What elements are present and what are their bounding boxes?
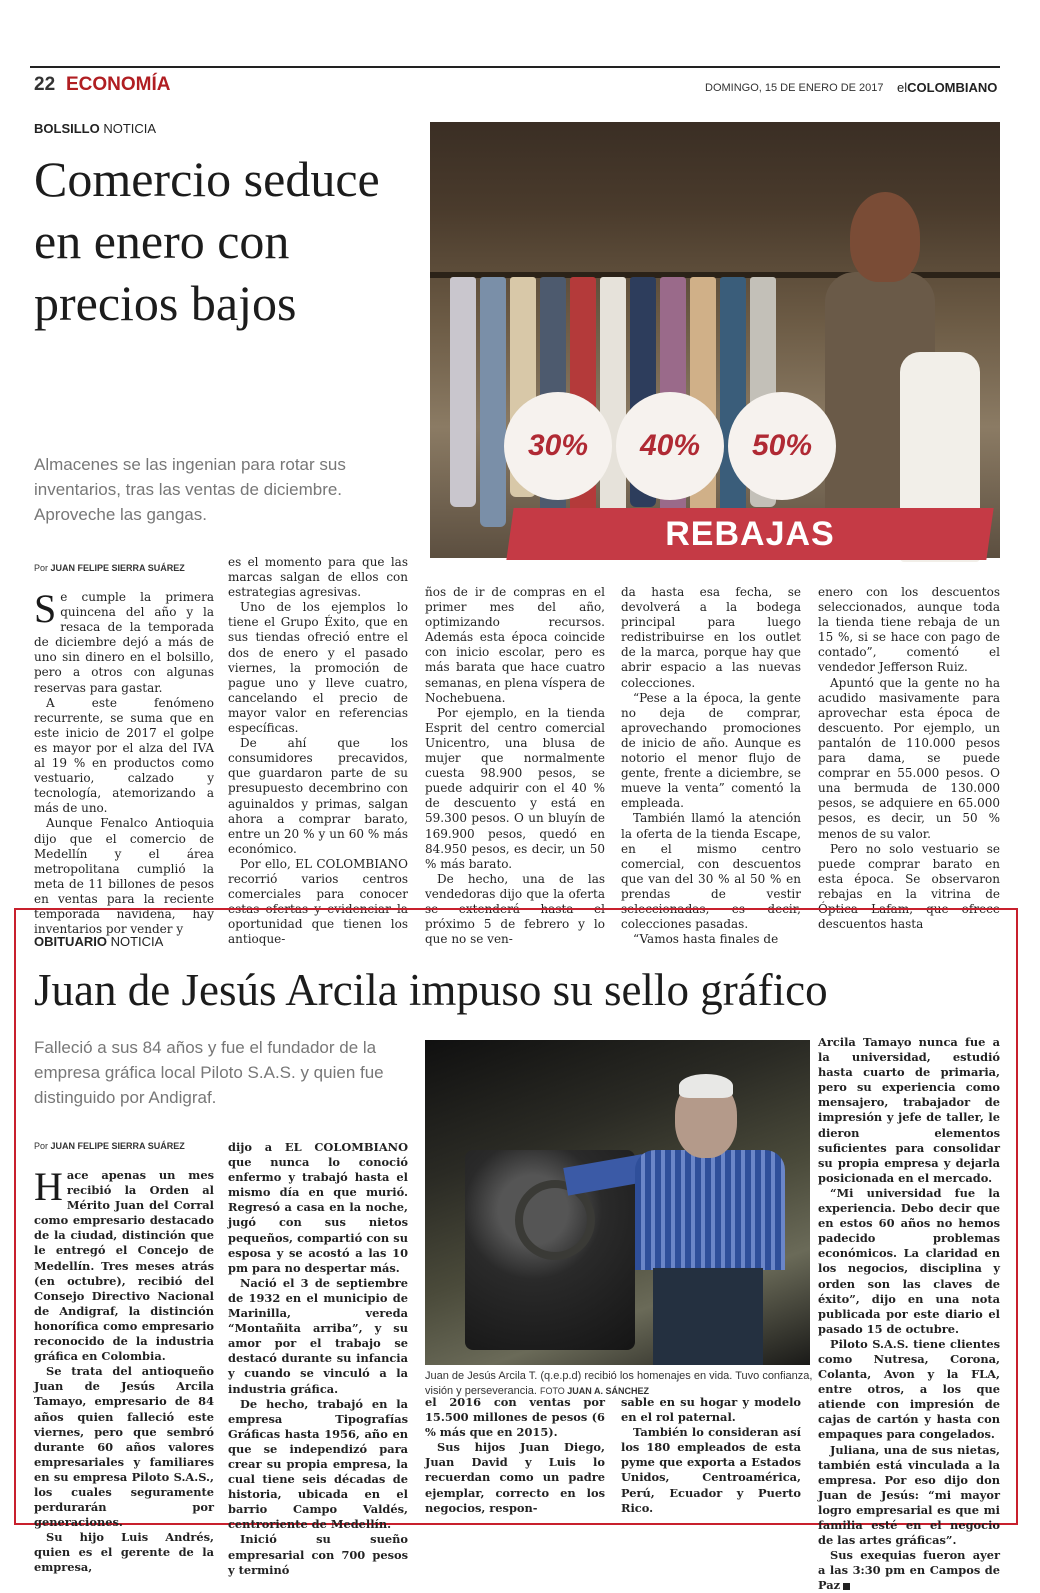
- issue-date: DOMINGO, 15 DE ENERO DE 2017: [705, 82, 884, 94]
- header-rule: [30, 66, 1000, 68]
- article1-column-1: [34, 586, 214, 937]
- article1-byline: [34, 563, 185, 573]
- article2-col2-p2: Nació el 3 de septiembre de 1932 en el municipio de Marinilla, vereda “Montañita arriba”, y su amor por el trabajo se destacó durante su infancia y cuando se vinculó a la industria gráfica.: [228, 1275, 408, 1396]
- article1-kicker: [34, 121, 156, 136]
- credit-name: JUAN A. SÁNCHEZ: [567, 1386, 649, 1396]
- article2-photo: [425, 1040, 810, 1365]
- article2-col2-p1: dijo a EL COLOMBIANO que nunca lo conoció enfermo y trabajó hasta el mismo día en que murió. Regresó a casa en la noche, jugó con sus nietos pequeños, compartió con su esposa y se acostó a las 10 pm para no despertar más.: [228, 1140, 408, 1275]
- article2-deck: Falleció a sus 84 años y fue el fundador de la empresa gráfica local Piloto S.A.S. y quien fue distinguido por Andigraf.: [34, 1038, 384, 1107]
- sale-banner-small-text: en productos seleccionados del 1 de enero al 5 de febrero de 2017: [460, 564, 728, 574]
- article1-col4-p3: También llamó la atención la oferta de la tienda Escape, en el mismo centro comercial, con descuentos que van del 30 % al 50 % en prendas de vestir seleccionadas, es decir, colecciones pasadas.: [621, 811, 801, 932]
- article1-col3-p2: Por ejemplo, en la tienda Esprit del centro comercial Unicentro, una blusa de mujer que normalmente cuesta 98.900 pesos, se puede adquirir con el 40 % de descuento y está en 59.300 pesos. O un bluyín de 169.900 pesos, quedó en 84.950 pesos, es decir, un 50 % más barato.: [425, 705, 605, 871]
- article2-col4-p1: sable en su hogar y modelo en el rol paternal.: [621, 1395, 801, 1425]
- brand-prefix: el: [897, 80, 908, 95]
- man-shirt: [635, 1150, 785, 1270]
- article1-column-4: [621, 585, 801, 947]
- article2-col5-p2: “Mi universidad fue la experiencia. Debo decir que en estos 60 años no hemos padecido problemas económicos. La claridad en los negocios, disciplina y orden son las claves de éxito”, dijo en una nota publicada por este diario el pasado 15 de octubre.: [818, 1185, 1000, 1336]
- article1-column-3: [425, 585, 605, 947]
- article2-col5-p5: Sus exequias fueron ayer a las 3:30 pm en Campos de Paz: [818, 1548, 1000, 1593]
- article1-col4-p4: “Vamos hasta finales de: [633, 932, 779, 947]
- article1-col4-p2: “Pese a la época, la gente no deja de comprar, aprovechando promociones de inicio de año. Aunque es notorio el menor flujo de gente, frente a diciembre, se mueve la venta” comentó la empleada.: [621, 690, 801, 811]
- article1-col3-p3: De hecho, una de las vendedoras dijo que la oferta se extenderá hasta el próximo 5 de febrero y lo que no se ven-: [425, 871, 605, 947]
- article2-byline: [34, 1141, 185, 1151]
- article2-col5-p1: Arcila Tamayo nunca fue a la universidad, estudió hasta cuarto de primaria, pero su experiencia como mensajero, trabajador de impresión y jefe de taller, le dieron elementos suficientes para consolidar su propia empresa y dejarla posicionada en el mercado.: [818, 1035, 1000, 1185]
- article1-col2-p2: Uno de los ejemplos lo tiene el Grupo Éxito, que en sus tiendas ofreció entre el dos de enero y el pasado viernes, la promoción de pague uno y lleve cuatro, cancelando el precio de mayor valor en referencias específicas.: [228, 600, 408, 736]
- article1-photo: [430, 122, 1000, 574]
- article1-col5-p2: Apuntó que la gente no ha acudido masivamente para aprovechar esta época de descuento. Por ejemplo, un pantalón de 110.000 pesos para dama, se puede comprar en 55.000 pesos. O una bermuda de 130.000 pesos, se adquiere en 65.000 pesos, es decir, un 50 % menos de su valor.: [818, 675, 1000, 841]
- article2-col5-p3: Piloto S.A.S. tiene clientes como Nutresa, Corona, Colanta, Avon y la FLA, entre otros, a los que atiende con impresión de cajas de cartón y hasta con empaques para congelados.: [818, 1336, 1000, 1442]
- end-mark-icon: [843, 1583, 850, 1590]
- article1-col3-p1: ños de ir de compras en el primer mes del año, optimizando recursos. Además esta época coincide con inicio escolar, pero es más barata que hace cuatro semanas, en plena víspera de Nochebuena.: [425, 585, 605, 705]
- article2-kicker-rest: NOTICIA: [106, 934, 164, 949]
- article2-column-5: [818, 1035, 1000, 1593]
- article1-kicker-bold: BOLSILLO: [34, 121, 100, 136]
- sale-banner-text: REBAJAS: [665, 515, 835, 553]
- sale-banner: [506, 508, 993, 560]
- article2-byline-prefix: Por: [34, 1141, 51, 1151]
- article2-col2-p4: Inició su sueño empresarial con 700 pesos y terminó: [228, 1532, 408, 1577]
- credit-prefix: FOTO: [539, 1386, 568, 1396]
- article1-col5-p1: enero con los descuentos seleccionados, aunque toda la tienda tiene rebaja de un 15 %, si se hace con pago de contado”, comentó el vendedor Jefferson Ruiz.: [818, 585, 1000, 675]
- shopper-head: [850, 192, 920, 282]
- article1-byline-name: JUAN FELIPE SIERRA SUÁREZ: [50, 563, 185, 573]
- section-title: ECONOMÍA: [66, 74, 171, 95]
- article2-col3-p2: Sus hijos Juan Diego, Juan David y Luis lo recuerdan como un padre ejemplar, correcto en los negocios, respon-: [425, 1440, 605, 1515]
- newspaper-brand: [897, 80, 997, 95]
- garment: [480, 277, 506, 527]
- article1-byline-prefix: Por: [34, 563, 51, 573]
- article2-column-2: [228, 1140, 408, 1578]
- drop-cap: H: [34, 1164, 63, 1209]
- article1-column-2: [228, 555, 408, 947]
- article1-col1-p2: A este fenómeno recurrente, se suma que en este inicio de 2017 el golpe es mayor por el alza del IVA al 19 % en productos como vestuario, calzado y tecnología, atemorizando a más de uno.: [34, 695, 214, 816]
- man-pants: [653, 1268, 763, 1365]
- discount-badge-30: 30%: [504, 392, 612, 500]
- article1-col2-p3: De ahí que los consumidores precavidos, que guardaron parte de su presupuesto decembrino con aguinaldos y primas, salgan ahora a comprar barato, entre un 20 % y un 60 % más económico.: [228, 736, 408, 856]
- article2-kicker: [34, 934, 163, 949]
- article1-col2-p4: Por ello, EL COLOMBIANO recorrió varios centros comerciales para conocer estas ofertas y evidenciar la oportunidad que tienen los antioque-: [228, 856, 408, 947]
- article2-col4-p2: También lo consideran así los 180 empleados de esta pyme que exporta a Estados Unidos, Centroamérica, Perú, Ecuador y Puerto Rico.: [621, 1425, 801, 1515]
- drop-cap: S: [34, 586, 57, 631]
- article1-col1-p1: e cumple la primera quincena del año y la resaca de la temporada de diciembre dejó a más de uno sin dinero en el bolsillo, pero a otros con algunas reservas para gastar.: [34, 590, 214, 695]
- article2-col1-p3: Su hijo Luis Andrés, quien es el gerente de la empresa,: [34, 1530, 214, 1575]
- article1-col4-p1: da hasta esa fecha, se devolverá a la bodega principal para luego redistribuirse en los outlet de la marca, porque hay que abrir espacio a las nuevas colecciones.: [621, 585, 801, 690]
- discount-badge-50: 50%: [728, 392, 836, 500]
- article2-col2-p3: De hecho, trabajó en la empresa Tipografías Gráficas hasta 1956, año en que se independizó para crear su propia empresa, la cual tiene seis décadas de historia, ubicada en el barrio Campo Valdés, centroriente de Medellín.: [228, 1396, 408, 1532]
- article2-col3-p1: el 2016 con ventas por 15.500 millones de pesos (6 % más que en 2015).: [425, 1395, 605, 1440]
- article2-col1-p1: ace apenas un mes recibió la Orden al Mérito Juan del Corral como empresario destacado de la ciudad, distinción que le entregó el Concejo de Medellín. Tres meses atrás (en octubre), recibió del Consejo Directivo Nacional de Andigraf, la distinción honorífica como empresario reconocido de la industria gráfica en Colombia.: [34, 1168, 214, 1364]
- article1-headline: Comercio seduce en enero con precios bajos: [34, 151, 380, 331]
- article1-kicker-rest: NOTICIA: [99, 121, 157, 136]
- article2-column-1: [34, 1164, 214, 1576]
- brand-name: COLOMBIANO: [907, 80, 998, 95]
- caption-text: Juan de Jesús Arcila T. (q.e.p.d) recibió los homenajes en vida. Tuvo confianza, visión y perseverancia.: [425, 1370, 813, 1397]
- article2-col1-p2: Se trata del antioqueño Juan de Jesús Arcila Tamayo, empresario de 84 años quien falleció este viernes, pero que sembró durante 60 años valores empresariales y familiares en su empresa Piloto S.A.S., los cuales seguramente perdurarán por generaciones.: [34, 1364, 214, 1530]
- article2-col5-p4: Juliana, una de sus nietas, también está vinculada a la empresa. Por eso dijo don Juan de Jesús: “mi mayor logro empresarial es que mi familia esté en el negocio de las artes gráficas”.: [818, 1442, 1000, 1548]
- garment: [450, 277, 476, 507]
- article1-column-5: [818, 585, 1000, 932]
- discount-badge-40: 40%: [616, 392, 724, 500]
- article1-col1-p3: Aunque Fenalco Antioquia dijo que el comercio de Medellín y el área metropolitana cumplió la meta de 11 billones de pesos en ventas para la reciente temporada navideña, hay inventarios por vender y: [34, 816, 214, 937]
- page-number: 22: [34, 74, 56, 95]
- article2-byline-name: JUAN FELIPE SIERRA SUÁREZ: [50, 1141, 185, 1151]
- garment: [600, 277, 626, 527]
- article2-kicker-bold: OBITUARIO: [34, 934, 107, 949]
- article2-column-3: [425, 1395, 605, 1516]
- article1-col5-p3: Pero no solo vestuario se puede comprar barato en esta época. Se observaron rebajas en la vitrina de Óptica Lafam, que ofrece descuentos hasta: [818, 841, 1000, 932]
- article1-col2-p1: es el momento para que las marcas salgan de ellos con estrategias agresivas.: [228, 555, 408, 600]
- garment: [720, 277, 746, 527]
- article2-headline: Juan de Jesús Arcila impuso su sello gráfico: [34, 965, 828, 1015]
- article2-column-4: [621, 1395, 801, 1516]
- article1-deck: Almacenes se las ingenian para rotar sus inventarios, tras las ventas de diciembre. Aproveche las gangas.: [34, 455, 346, 524]
- man-hair: [679, 1074, 733, 1098]
